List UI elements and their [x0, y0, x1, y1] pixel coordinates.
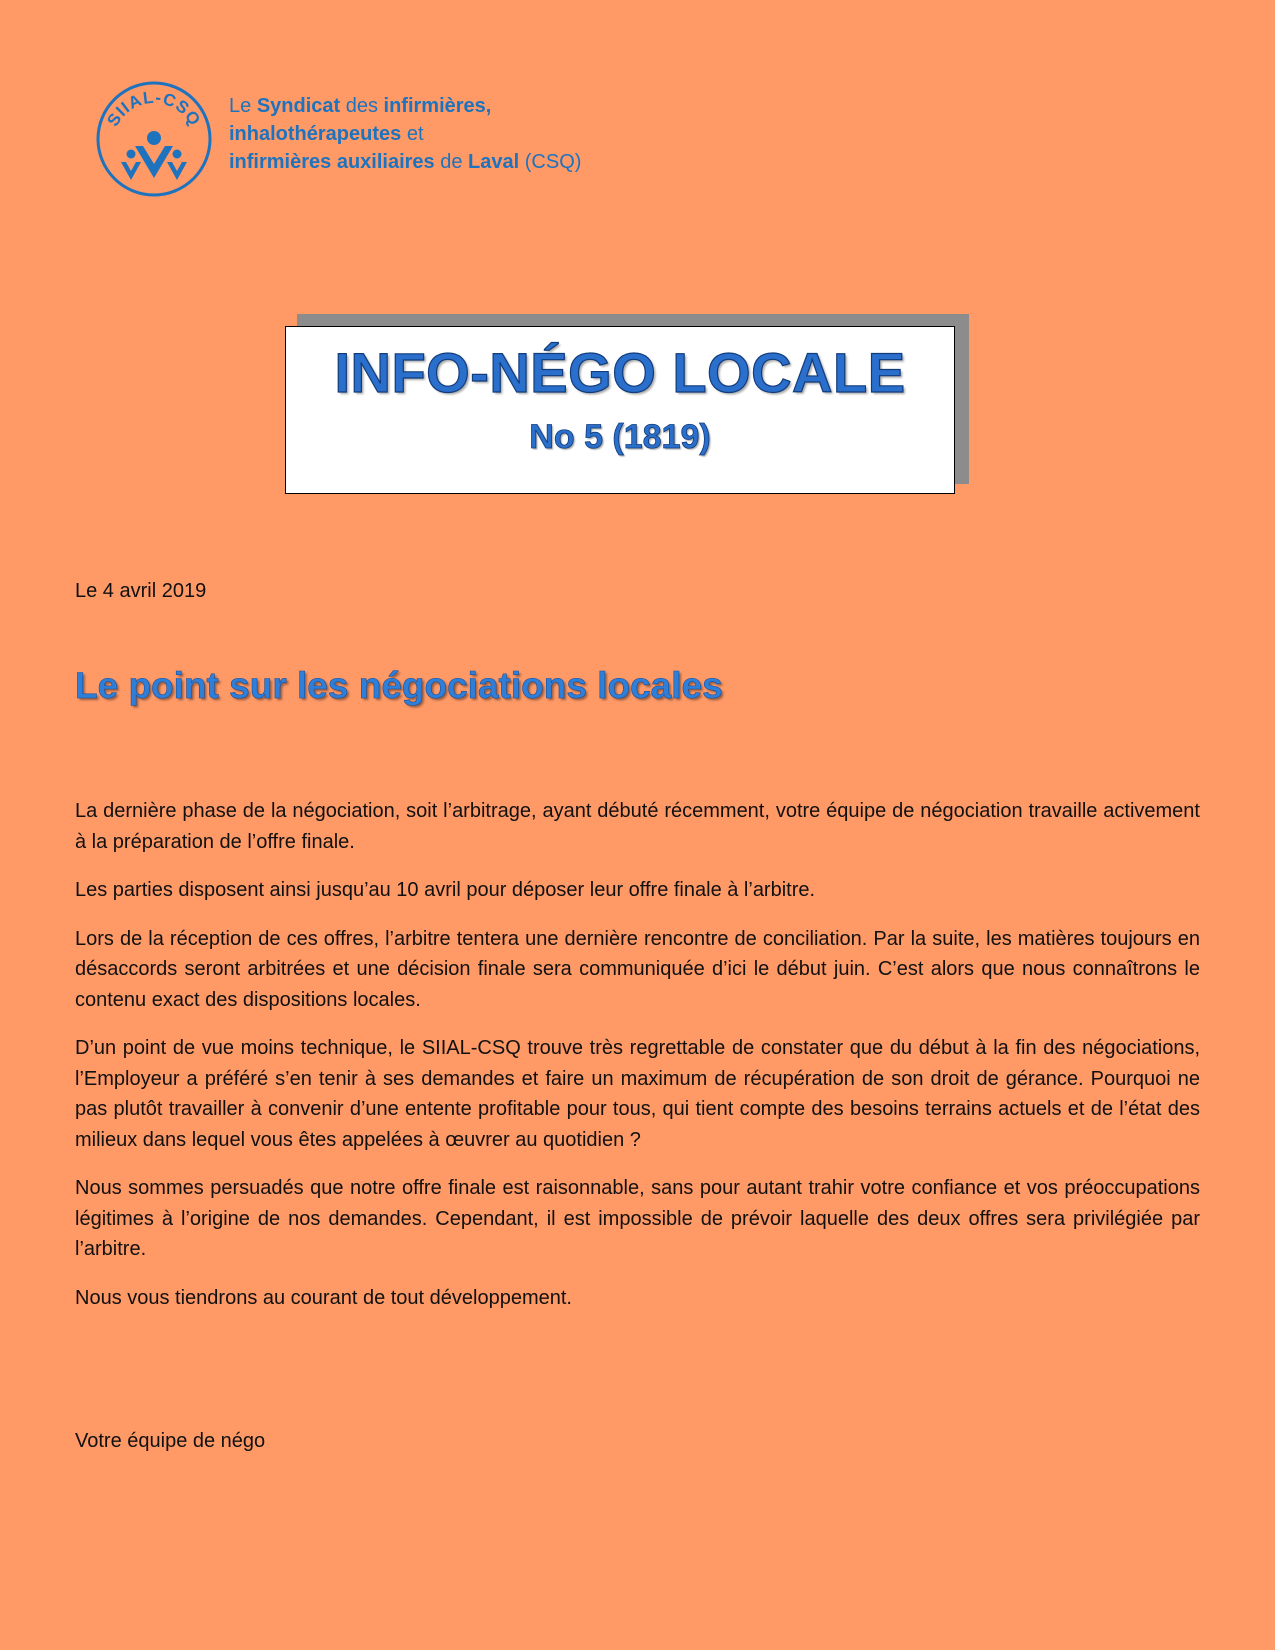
paragraph: Lors de la réception de ces offres, l’arbitre tentera une dernière rencontre de conciliation. Par la suite, les matières toujours en désaccords seront arbitrées et une décision finale sera communiquée d’ici le début juin. C’est alors que nous connaîtrons le contenu exact des dispositions locales.: [75, 927, 1200, 1011]
logo-text-part: de: [434, 151, 469, 173]
paragraph: Nous sommes persuadés que notre offre finale est raisonnable, sans pour autant trahir votre confiance et vos préoccupations légitimes à l’origine de nos demandes. Cependant, il est impossible de prévoir laquelle des deux offres sera privilégiée par l’arbitre.: [75, 1177, 1200, 1260]
paragraph: Nous vous tiendrons au courant de tout développement.: [75, 1286, 572, 1309]
seal-text: SIIAL-CSQ: [103, 87, 205, 130]
siial-csq-seal-icon: [95, 80, 213, 198]
article-headline: Le point sur les négociations locales: [75, 665, 723, 706]
union-name: [229, 92, 581, 176]
logo-text-part: (CSQ): [519, 151, 582, 173]
paragraph: La dernière phase de la négociation, soit l’arbitrage, ayant débuté récemment, votre équipe de négociation travaille activement à la préparation de l’offre finale.: [75, 800, 1200, 853]
document-date: Le 4 avril 2019: [75, 580, 207, 602]
logo-text-part: Laval: [468, 151, 520, 173]
title-box: [285, 326, 955, 494]
issue-number: No 5 (1819): [529, 418, 711, 456]
newsletter-title: INFO-NÉGO LOCALE: [334, 341, 906, 404]
signature: Votre équipe de négo: [75, 1430, 266, 1452]
logo-text-part: Le: [229, 95, 257, 117]
union-logo: [95, 80, 582, 198]
logo-text-part: infirmières,: [383, 95, 492, 117]
logo-text-part: des: [340, 95, 384, 117]
paragraph: Les parties disposent ainsi jusqu’au 10 avril pour déposer leur offre finale à l’arbitre.: [75, 879, 816, 901]
article-body: [75, 796, 1200, 1331]
logo-text-part: Syndicat: [256, 95, 341, 117]
logo-text-part: et: [401, 123, 424, 145]
logo-text-part: infirmières auxiliaires: [229, 151, 435, 173]
logo-text-part: inhalothérapeutes: [229, 123, 402, 145]
paragraph: D’un point de vue moins technique, le SIIAL-CSQ trouve très regrettable de constater que du début à la fin des négociations, l’Employeur a préféré s’en tenir à ses demandes et faire un maximum de récupération de son droit de gérance. Pourquoi ne pas plutôt travailler à convenir d’une entente profitable pour tous, qui tient compte des besoins terrains actuels et de l’état des milieux dans lequel vous êtes appelées à œuvrer au quotidien ?: [75, 1037, 1200, 1151]
